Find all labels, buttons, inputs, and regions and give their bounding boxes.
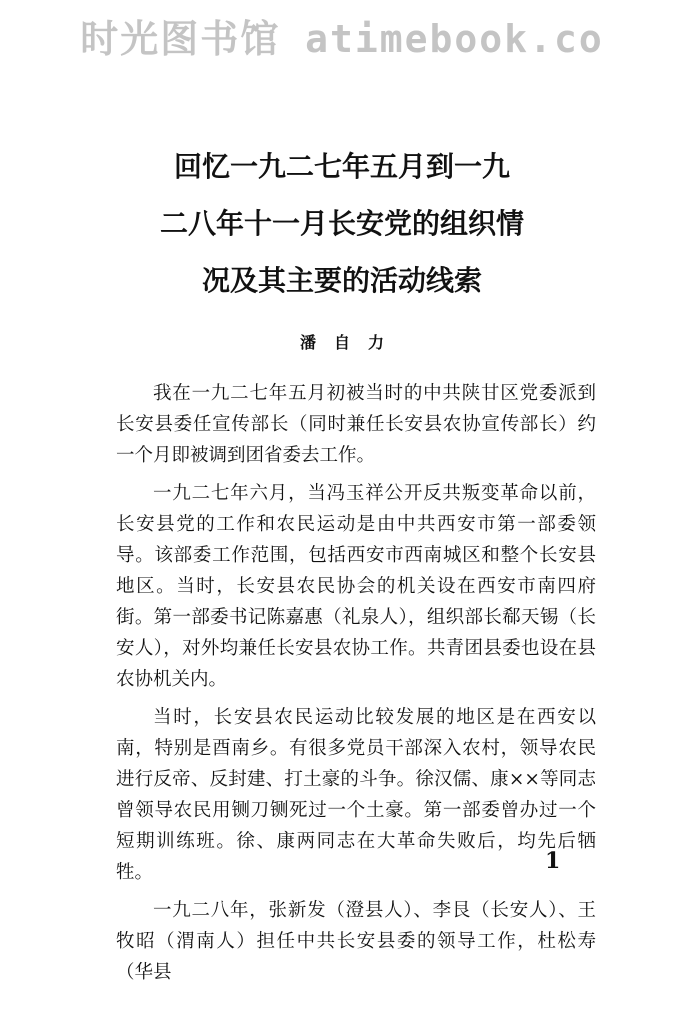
paragraph: 我在一九二七年五月初被当时的中共陕甘区党委派到长安县委任宣传部长（同时兼任长安县农协宣传部长）约一个月即被调到团省委去工作。: [116, 383, 596, 466]
page-number: 1: [545, 848, 561, 874]
paragraph: 一九二七年六月，当冯玉祥公开反共叛变革命以前，长安县党的工作和农民运动是由中共西安市第一部委领导。该部委工作范围，包括西安市西南城区和整个长安县地区。当时，长安县农民协会的机关设在西安市南四府街。第一部委书记陈嘉惠（礼泉人），组织部长郗天锡（长安人），对外均兼任长安县农协工作。共青团县委也设在县农协机关内。: [116, 483, 596, 690]
body-text: [116, 378, 596, 995]
paragraph: 当时，长安县农民运动比较发展的地区是在西安以南，特别是酉南乡。有很多党员干部深入农村，领导农民进行反帝、反封建、打土豪的斗争。徐汉儒、康××等同志曾领导农民用铡刀铡死过一个土豪。第一部委曾办过一个短期训练班。徐、康两同志在大革命失败后，均先后牺牲。: [116, 707, 596, 883]
watermark-text: 时光图书馆 atimebook.co: [80, 17, 604, 61]
paragraph: 一九二八年，张新发（澄县人）、李艮（长安人）、王牧昭（渭南人）担任中共长安县委的领导工作，杜松寿（华县: [116, 900, 596, 983]
page-title: [0, 138, 684, 309]
author-name: 潘自力: [299, 333, 402, 352]
title-line-2: 二八年十一月长安党的组织情: [159, 207, 524, 240]
title-line-3: 况及其主要的活动线索: [201, 264, 482, 297]
title-line-1: 回忆一九二七年五月到一九: [173, 150, 510, 183]
